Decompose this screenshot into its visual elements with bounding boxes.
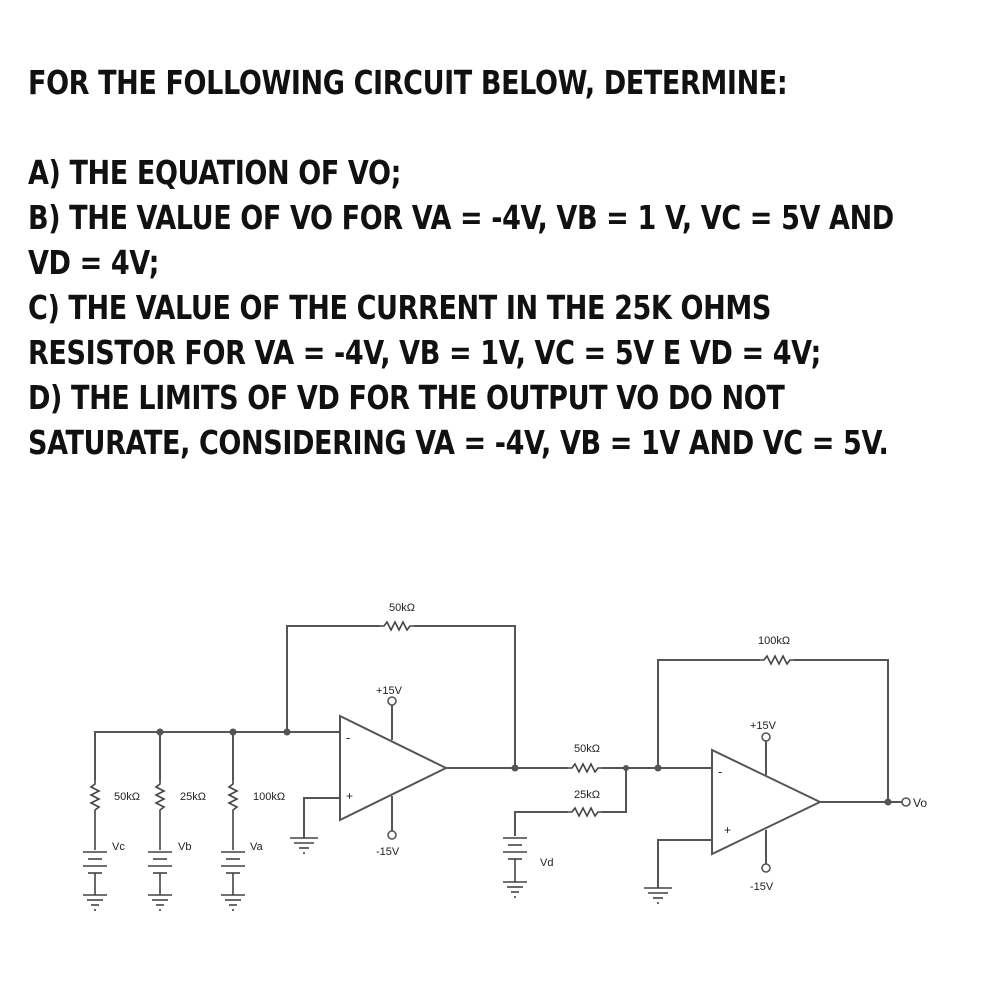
opamp2-ground-icon [644, 888, 672, 903]
vd-wire [515, 812, 568, 836]
source-vc [83, 852, 107, 910]
label-vc: Vc [112, 841, 125, 853]
opamp1-vneg-terminal [388, 831, 396, 839]
label-opamp1-vpos: +15V [376, 685, 402, 697]
resistor-b [156, 780, 164, 850]
opamp2-plus-sign: + [724, 823, 732, 837]
resistor-in2a [568, 764, 602, 772]
junction-dot [623, 765, 629, 771]
feedback1-right-wire [414, 626, 515, 768]
label-vo: Vo [913, 796, 928, 810]
junction-dot [885, 799, 892, 806]
junction-dot [655, 765, 662, 772]
label-r-c: 50kΩ [114, 791, 140, 803]
question-title: FOR THE FOLLOWING CIRCUIT BELOW, DETERMINE: [28, 63, 788, 102]
question-line-d2: SATURATE, CONSIDERING VA = -4V, VB = 1V AND VC = 5V. [28, 423, 889, 462]
label-r-a: 100kΩ [253, 791, 286, 803]
opamp2-vneg-terminal [762, 864, 770, 872]
opamp1-vpos-terminal [388, 697, 396, 705]
question-line-b2: VD = 4V; [28, 243, 160, 282]
label-opamp2-vneg: -15V [750, 881, 774, 893]
opamp1-plus-sign: + [346, 789, 354, 803]
in2b-to-node-wire [602, 768, 626, 812]
label-r-b: 25kΩ [180, 791, 206, 803]
label-r-in2a: 50kΩ [574, 743, 600, 755]
input-bus-wire [95, 732, 340, 780]
label-vb: Vb [178, 841, 192, 853]
question-line-d1: D) THE LIMITS OF VD FOR THE OUTPUT VO DO NOT [28, 378, 785, 417]
question-line-c2: RESISTOR FOR VA = -4V, VB = 1V, VC = 5V E VD = 4V; [28, 333, 821, 372]
junction-dot [284, 729, 291, 736]
feedback2-right-wire [794, 660, 888, 801]
resistor-feedback1 [380, 622, 414, 630]
resistor-c [91, 780, 99, 850]
output-terminal [902, 798, 910, 806]
junction-dot [512, 765, 519, 772]
label-r-feedback1: 50kΩ [389, 602, 415, 614]
label-va: Va [250, 841, 263, 853]
opamp2-vpos-terminal [762, 733, 770, 741]
opamp1-plus-ground-wire [304, 798, 340, 838]
source-vd [503, 838, 527, 897]
label-opamp1-vneg: -15V [376, 846, 400, 858]
label-vd: Vd [540, 857, 554, 869]
feedback1-left-wire [287, 626, 380, 732]
resistor-in2b [568, 808, 602, 816]
opamp1-minus-sign: - [346, 730, 351, 745]
feedback2-left-wire [658, 660, 760, 768]
question-line-a: A) THE EQUATION OF VO; [28, 153, 401, 192]
junction-dot [157, 729, 164, 736]
resistor-a [229, 780, 237, 850]
opamp2-plus-ground-wire [658, 840, 712, 888]
label-opamp2-vpos: +15V [750, 720, 776, 732]
label-r-feedback2: 100kΩ [758, 635, 791, 647]
opamp2-minus-sign: - [718, 764, 723, 779]
resistor-feedback2 [760, 656, 794, 664]
question-line-c1: C) THE VALUE OF THE CURRENT IN THE 25K OHMS [28, 288, 771, 327]
question-line-b1: B) THE VALUE OF VO FOR VA = -4V, VB = 1 V, VC = 5V AND [28, 198, 894, 237]
source-vb [148, 852, 172, 910]
label-r-in2b: 25kΩ [574, 789, 600, 801]
opamp1-ground-icon [290, 838, 318, 853]
source-va [221, 852, 245, 910]
junction-dot [230, 729, 237, 736]
